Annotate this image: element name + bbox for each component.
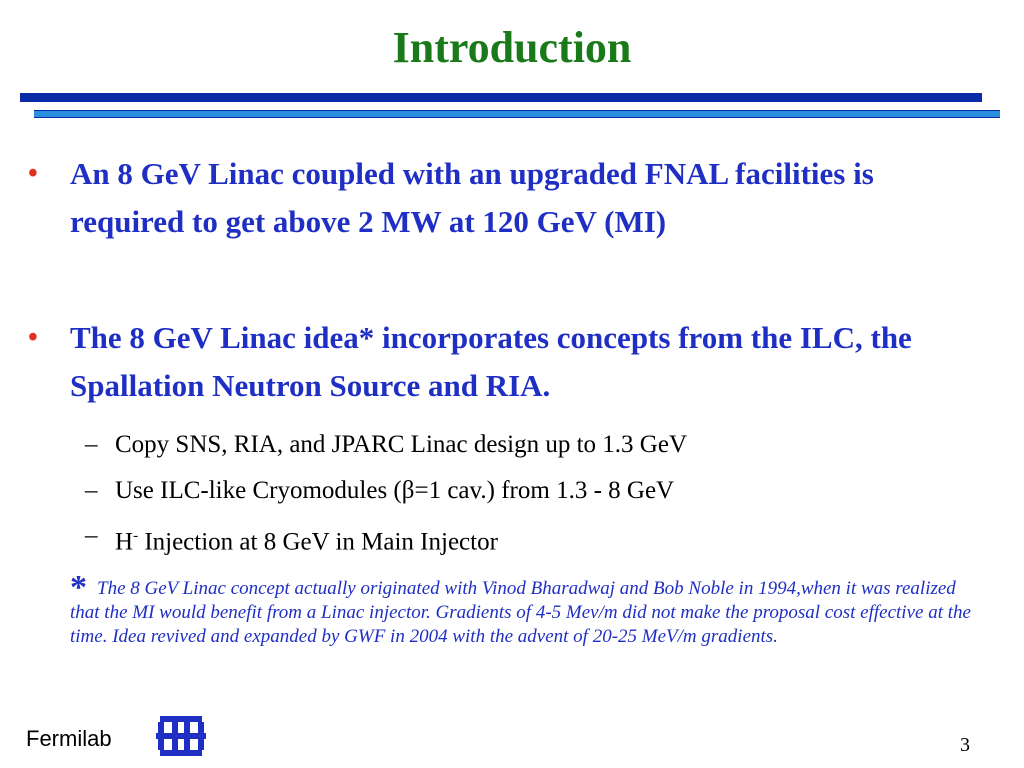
sub-item-superscript: - bbox=[133, 528, 139, 544]
sub-item-text: Copy SNS, RIA, and JPARC Linac design up to 1.3 GeV bbox=[115, 431, 688, 458]
title-rule-light bbox=[34, 110, 1000, 118]
sub-marker: – bbox=[85, 477, 98, 504]
sub-marker: – bbox=[85, 522, 98, 549]
bullet-marker: • bbox=[28, 158, 38, 189]
footnote-marker: * bbox=[70, 569, 87, 606]
bullet-text: The 8 GeV Linac idea* incorporates concepts from the ILC, the Spallation Neutron Source and RIA. bbox=[70, 320, 912, 403]
footnote-text: The 8 GeV Linac concept actually originated with Vinod Bharadwaj and Bob Noble in 1994,when it was realized that the MI would benefit from a Linac injector. Gradients of 4-5 Mev/m did not make the proposal cost effective at the time. Idea revived and expanded by GWF in 2004 with the advent of 20-25 MeV/m gradients. bbox=[70, 578, 971, 647]
page-number: 3 bbox=[960, 734, 970, 756]
sub-item bbox=[85, 476, 975, 506]
bullet-item bbox=[28, 314, 960, 410]
footer-organization: Fermilab bbox=[26, 726, 112, 751]
sub-item-text: Injection at 8 GeV in Main Injector bbox=[138, 528, 498, 556]
fermilab-logo-icon bbox=[156, 714, 206, 758]
sub-item-text: Use ILC-like Cryomodules (β=1 cav.) from 1.3 - 8 GeV bbox=[115, 477, 675, 504]
bullet-marker: • bbox=[28, 322, 38, 353]
footnote bbox=[70, 569, 990, 649]
bullet-item bbox=[28, 150, 960, 246]
bullet-text: An 8 GeV Linac coupled with an upgraded FNAL facilities is required to get above 2 MW at 120 GeV (MI) bbox=[70, 156, 874, 239]
sub-marker: – bbox=[85, 431, 98, 458]
slide-title: Introduction bbox=[392, 23, 632, 72]
sub-item bbox=[85, 430, 975, 460]
sub-item-prefix: H bbox=[115, 528, 134, 556]
title-rule-dark bbox=[20, 93, 982, 102]
sub-item bbox=[85, 521, 975, 557]
